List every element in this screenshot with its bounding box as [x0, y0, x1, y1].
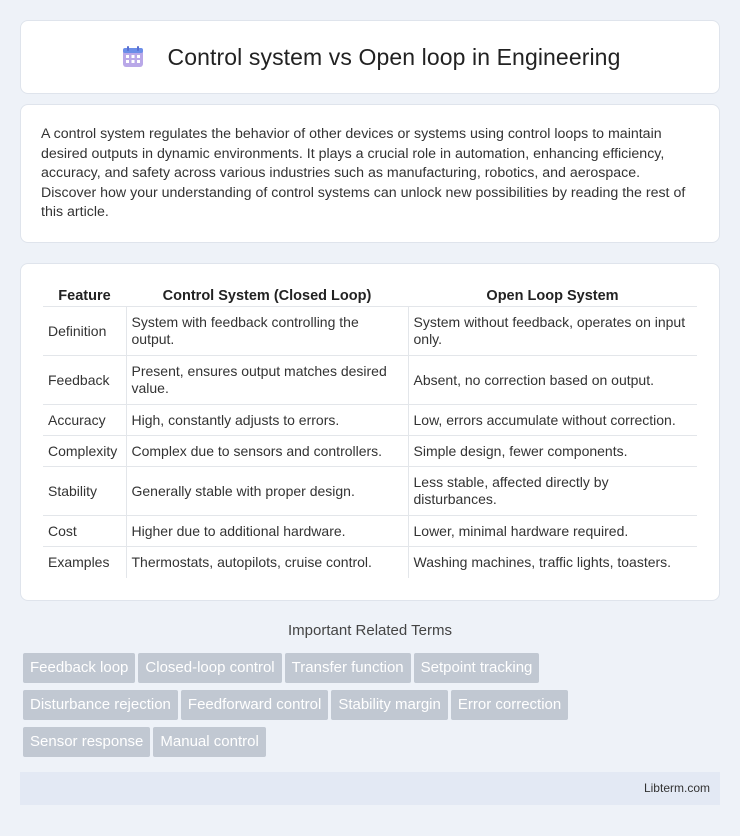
- column-header: Open Loop System: [408, 284, 697, 307]
- table-cell: Absent, no correction based on output.: [408, 356, 697, 405]
- intro-text: A control system regulates the behavior of other devices or systems using control loops to maintain desired outputs in dynamic environments. It plays a crucial role in automation, enhancing efficiency, accuracy, and safety across various industries such as manufacturing, robotics, and aerospace. Discover how your understanding of control systems can unlock new possibilities by reading the rest of this article.: [41, 126, 686, 221]
- table-row: [43, 436, 697, 467]
- related-term-tag[interactable]: Feedback loop: [23, 653, 135, 683]
- table-cell: Accuracy: [43, 405, 126, 436]
- table-cell: System with feedback controlling the output.: [126, 307, 408, 356]
- related-term-tag[interactable]: Manual control: [153, 727, 265, 757]
- table-cell: Present, ensures output matches desired value.: [126, 356, 408, 405]
- related-term-tag[interactable]: Closed-loop control: [138, 653, 281, 683]
- table-cell: High, constantly adjusts to errors.: [126, 405, 408, 436]
- table-row: [43, 307, 697, 356]
- related-term-tag[interactable]: Error correction: [451, 690, 568, 720]
- table-row: [43, 516, 697, 547]
- table-cell: Lower, minimal hardware required.: [408, 516, 697, 547]
- footer: [20, 772, 720, 805]
- intro-card: [20, 104, 720, 243]
- footer-site-link[interactable]: Libterm.com: [643, 781, 710, 795]
- related-terms-title: Important Related Terms: [288, 622, 452, 639]
- table-row: [43, 356, 697, 405]
- table-cell: Feedback: [43, 356, 126, 405]
- column-header: Feature: [43, 284, 126, 307]
- table-cell: Thermostats, autopilots, cruise control.: [126, 547, 408, 578]
- related-term-tag[interactable]: Transfer function: [285, 653, 411, 683]
- page-title: Control system vs Open loop in Engineering: [167, 43, 621, 70]
- table-row: [43, 547, 697, 578]
- column-header: Control System (Closed Loop): [126, 284, 408, 307]
- table-cell: Washing machines, traffic lights, toasters.: [413, 553, 672, 570]
- calendar-grid-icon: [120, 44, 146, 70]
- table-row: [43, 467, 697, 516]
- related-terms-list: [23, 653, 723, 764]
- table-row: [43, 405, 697, 436]
- related-term-tag[interactable]: Sensor response: [23, 727, 150, 757]
- table-cell: Examples: [43, 547, 126, 578]
- table-cell: Cost: [43, 516, 126, 547]
- related-term-tag[interactable]: Stability margin: [331, 690, 448, 720]
- table-cell: Stability: [43, 467, 126, 516]
- table-cell: Low, errors accumulate without correction.: [408, 405, 697, 436]
- table-cell: Generally stable with proper design.: [126, 467, 408, 516]
- table-header-row: [43, 284, 697, 307]
- comparison-card: [20, 263, 720, 601]
- comparison-table: [43, 284, 697, 578]
- related-term-tag[interactable]: Disturbance rejection: [23, 690, 178, 720]
- table-cell: System without feedback, operates on input only.: [408, 307, 697, 356]
- header-card: [20, 20, 720, 94]
- related-term-tag[interactable]: Feedforward control: [181, 690, 328, 720]
- table-cell: Simple design, fewer components.: [408, 436, 697, 467]
- table-cell: Complex due to sensors and controllers.: [126, 436, 408, 467]
- table-cell: Less stable, affected directly by disturbances.: [408, 467, 697, 516]
- table-cell: Complexity: [43, 436, 126, 467]
- related-term-tag[interactable]: Setpoint tracking: [414, 653, 540, 683]
- table-cell: Higher due to additional hardware.: [126, 516, 408, 547]
- table-cell: Definition: [43, 307, 126, 356]
